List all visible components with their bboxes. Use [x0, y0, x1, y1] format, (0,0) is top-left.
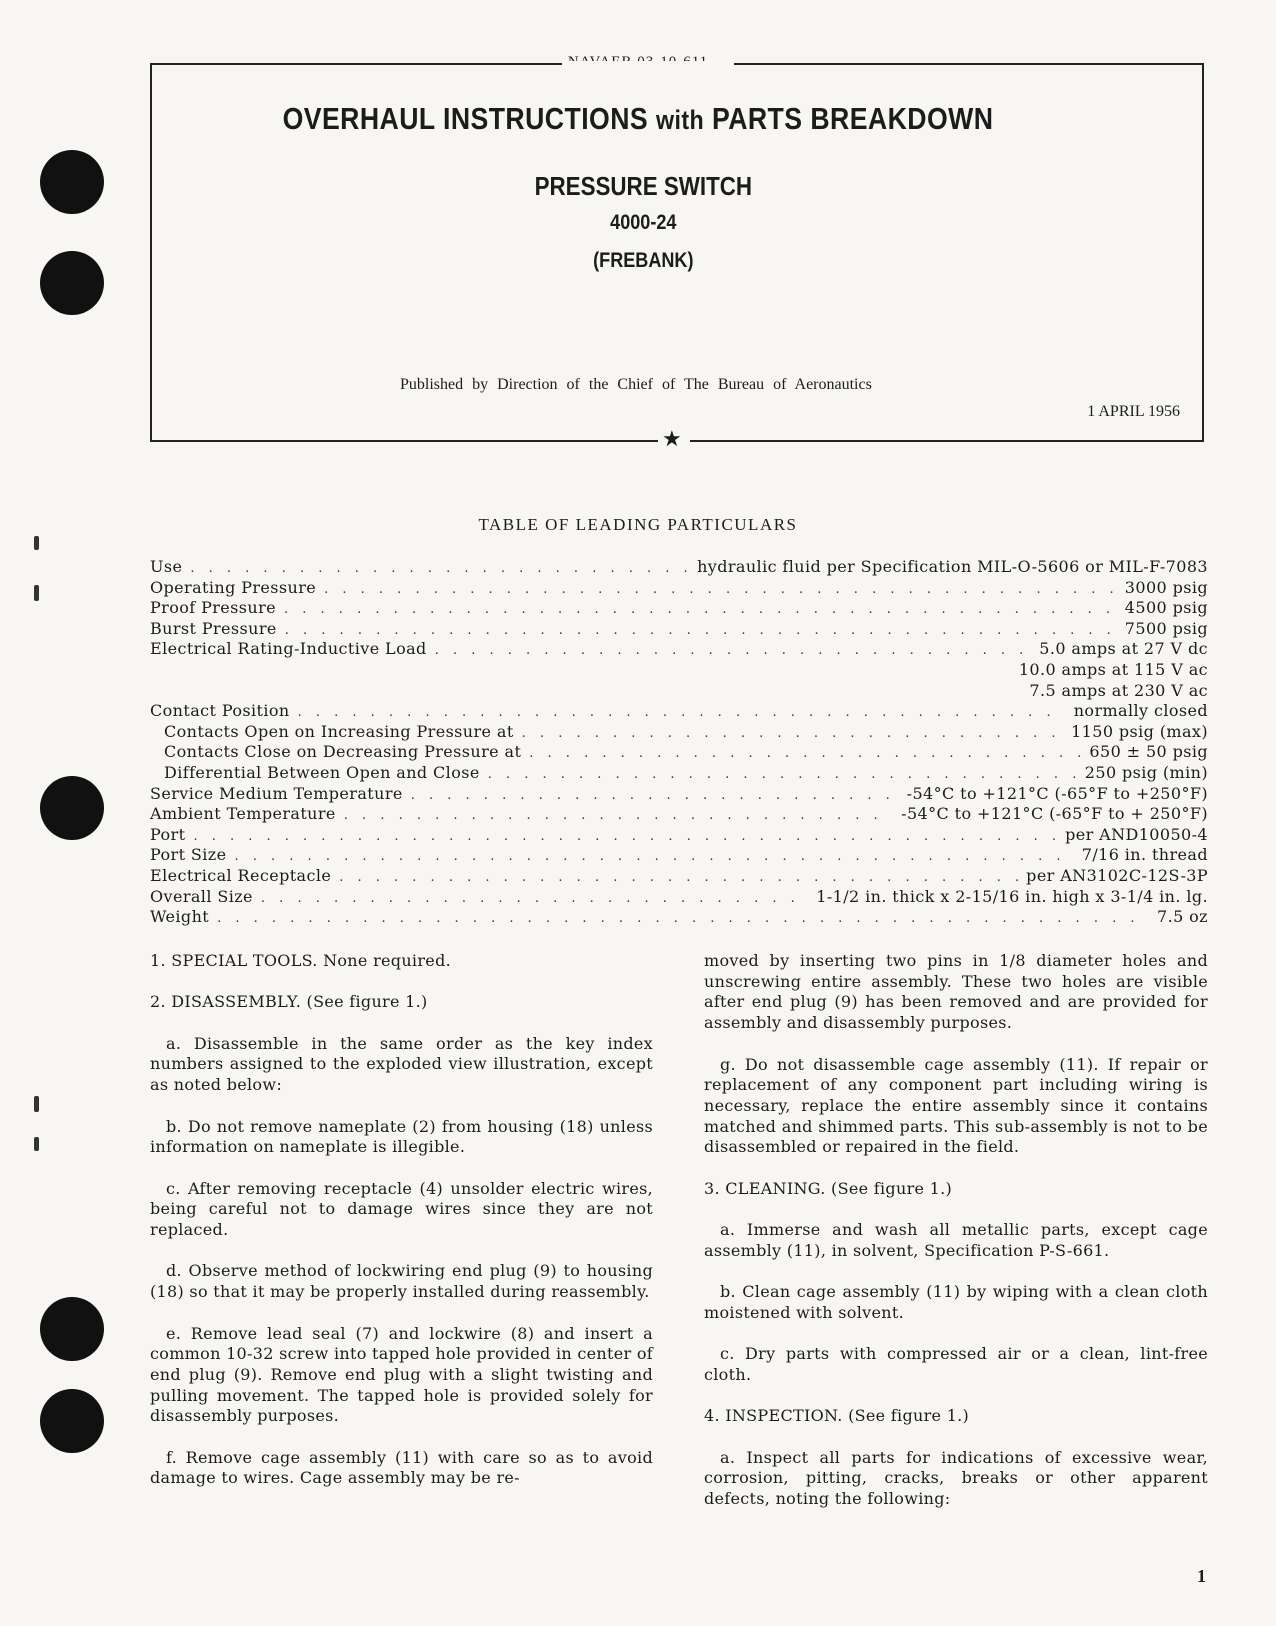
particulars-row: Overall Size . . . 1-1/2 in. thick x 2-15/16 in. high x 3-1/4 in. lg.: [150, 887, 1208, 908]
published-by: Published by Direction of the Chief of The Bureau of Aeronautics: [400, 376, 872, 393]
title-part-overhaul: OVERHAUL INSTRUCTIONS: [282, 101, 649, 136]
item-name: PRESSURE SWITCH: [534, 171, 753, 201]
particulars-row: Operating Pressure . . . 3000 psig: [150, 578, 1208, 599]
margin-mark: [34, 1096, 39, 1112]
section-heading-special-tools: 1. SPECIAL TOOLS. None required.: [150, 951, 451, 970]
paragraph: c. Dry parts with compressed air or a clean, lint-free cloth.: [704, 1344, 1208, 1384]
margin-mark: [34, 536, 39, 550]
title-frame-rule-right: [690, 440, 1204, 442]
body-column-right: [704, 951, 1208, 1531]
body-column-left: [150, 951, 653, 1510]
title-part-with: with: [655, 105, 705, 135]
section-heading-cleaning: 3. CLEANING. (See figure 1.): [704, 1178, 953, 1198]
section-heading-inspection: 4. INSPECTION. (See figure 1.): [704, 1406, 970, 1426]
particulars-row: Port . . . per AND10050-4: [150, 825, 1208, 846]
particulars-row: Contacts Open on Increasing Pressure at . . . 1150 psig (max): [150, 722, 1208, 743]
particulars-row: Weight . . . 7.5 oz: [150, 907, 1208, 928]
manufacturer: (FREBANK): [593, 249, 694, 272]
section-heading-disassembly: 2. DISASSEMBLY. (See figure 1.): [150, 992, 428, 1012]
publication-date: 1 APRIL 1956: [1087, 403, 1180, 420]
particulars-table: [150, 557, 1208, 928]
margin-mark: [34, 1137, 39, 1151]
particulars-row: Electrical Receptacle . . . per AN3102C-12S-3P: [150, 866, 1208, 887]
title-frame-rule-left: [150, 440, 658, 442]
particulars-row: Use . . . hydraulic fluid per Specification MIL-O-5606 or MIL-F-7083: [150, 557, 1208, 578]
margin-mark: [34, 585, 39, 601]
paragraph: g. Do not disassemble cage assembly (11). If repair or replacement of any component part including wiring is necessary, replace the entire assembly since it contains matched and shimmed parts. This sub-assembly is not to be disassembled or repaired in the field.: [704, 1054, 1208, 1157]
paragraph: moved by inserting two pins in 1/8 diameter holes and unscrewing entire assembly. These two holes are visible after end plug (9) has been removed and are provided for assembly and disassembly purposes.: [704, 951, 1208, 1033]
paragraph: d. Observe method of lockwiring end plug (9) to housing (18) so that it may be properly installed during reassembly.: [150, 1261, 653, 1302]
paragraph: f. Remove cage assembly (11) with care so as to avoid damage to wires. Cage assembly may be re-: [150, 1447, 653, 1488]
particulars-row: Port Size . . . 7/16 in. thread: [150, 845, 1208, 866]
title-part-parts: PARTS BREAKDOWN: [711, 101, 994, 136]
paragraph: b. Do not remove nameplate (2) from housing (18) unless information on nameplate is illegible.: [150, 1116, 653, 1157]
paragraph: b. Clean cage assembly (11) by wiping with a clean cloth moistened with solvent.: [704, 1282, 1208, 1322]
paragraph: e. Remove lead seal (7) and lockwire (8) and insert a common 10-32 screw into tapped hole provided in center of end plug (9). Remove end plug with a slight twisting and pulling movement. The tapped hole is provided solely for disassembly purposes.: [150, 1323, 653, 1426]
particulars-title: TABLE OF LEADING PARTICULARS: [478, 515, 798, 534]
model-number: 4000-24: [610, 211, 677, 234]
particulars-row: Ambient Temperature . . . -54°C to +121°C (-65°F to + 250°F): [150, 804, 1208, 825]
binder-hole-5: [40, 1389, 104, 1453]
binder-hole-4: [40, 1297, 104, 1361]
binder-hole-3: [40, 776, 104, 840]
paragraph: a. Inspect all parts for indications of excessive wear, corrosion, pitting, cracks, breaks or other apparent defects, noting the following:: [704, 1447, 1208, 1509]
particulars-row: Electrical Rating-Inductive Load . . . 5.0 amps at 27 V dc: [150, 639, 1208, 660]
particulars-row: Burst Pressure . . . 7500 psig: [150, 619, 1208, 640]
particulars-row: Service Medium Temperature . . . -54°C to +121°C (-65°F to +250°F): [150, 784, 1208, 805]
paragraph: a. Disassemble in the same order as the key index numbers assigned to the exploded view illustration, except as noted below:: [150, 1033, 653, 1095]
particulars-row-continued: 10.0 amps at 115 V ac: [1018, 659, 1208, 679]
paragraph: a. Immerse and wash all metallic parts, except cage assembly (11), in solvent, Specification P-S-661.: [704, 1220, 1208, 1260]
particulars-row: Contacts Close on Decreasing Pressure at . . . 650 ± 50 psig: [150, 742, 1208, 763]
particulars-row-continued: 7.5 amps at 230 V ac: [1029, 680, 1208, 700]
star-icon: ★: [662, 427, 682, 452]
particulars-row: Differential Between Open and Close . . . 250 psig (min): [150, 763, 1208, 784]
particulars-row: Contact Position . . . normally closed: [150, 701, 1208, 722]
document-title: [89, 101, 1186, 137]
page-number: 1: [1197, 1566, 1206, 1586]
particulars-row: Proof Pressure . . . 4500 psig: [150, 598, 1208, 619]
paragraph: c. After removing receptacle (4) unsolder electric wires, being careful not to damage wires since they are not replaced.: [150, 1178, 653, 1240]
